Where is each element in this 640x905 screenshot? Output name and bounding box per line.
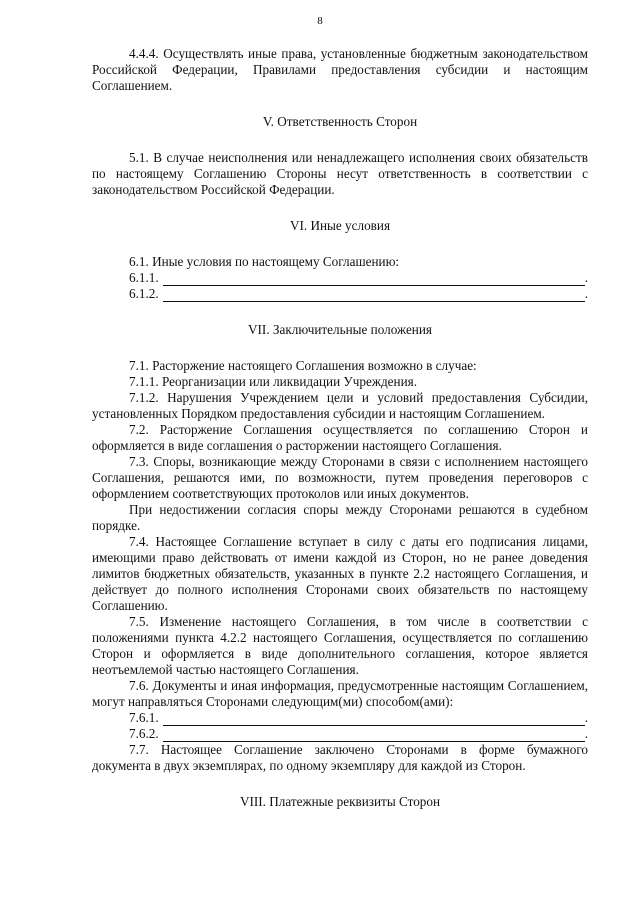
- paragraph-6-1: 6.1. Иные условия по настоящему Соглашению:: [129, 254, 400, 269]
- line-end: .: [584, 726, 588, 741]
- blank-line: [163, 289, 585, 302]
- paragraph-4-4-4: 4.4.4. Осуществлять иные права, установленные бюджетным законодательством Российской Федерации, Правилами предоставления субсидии и настоящим Соглашением.: [92, 46, 588, 93]
- section-heading-viii: VIII. Платежные реквизиты Сторон: [239, 794, 441, 809]
- page-number: 8: [317, 15, 323, 27]
- paragraph-7-1: 7.1. Расторжение настоящего Соглашения возможно в случае:: [129, 358, 477, 373]
- paragraph-7-4: 7.4. Настоящее Соглашение вступает в силу с даты его подписания лицами, имеющими право действовать от имени каждой из Сторон, но не ранее доведения лимитов бюджетных обязательств, указанных в пункте 2.2 настоящего Соглашения, и действует до полного исполнения Сторонами своих обязательств по настоящему Соглашению.: [92, 534, 588, 613]
- line-end: .: [584, 270, 588, 285]
- section-heading-vii: VII. Заключительные положения: [248, 322, 432, 337]
- fill-line-6-1-2: [92, 286, 588, 302]
- fill-line-6-1-1: [92, 270, 588, 286]
- blank-line: [163, 713, 585, 726]
- paragraph-7-7: 7.7. Настоящее Соглашение заключено Сторонами в форме бумажного документа в двух экземплярах, по одному экземпляру для каждой из Сторон.: [92, 742, 588, 773]
- paragraph-7-1-1: 7.1.1. Реорганизации или ликвидации Учреждения.: [129, 374, 417, 389]
- paragraph-7-3: 7.3. Споры, возникающие между Сторонами в связи с исполнением настоящего Соглашения, решаются ими, по возможности, путем проведения переговоров с оформлением соответствующих протоколов или иных документов.: [92, 454, 588, 501]
- clause-number-7-6-2: 7.6.2.: [129, 726, 159, 741]
- clause-number-7-6-1: 7.6.1.: [129, 710, 159, 725]
- blank-line: [163, 273, 585, 286]
- paragraph-7-6: 7.6. Документы и иная информация, предусмотренные настоящим Соглашением, могут направляться Сторонами следующим(ми) способом(ами):: [92, 678, 588, 709]
- fill-line-7-6-2: [92, 726, 588, 742]
- paragraph-7-2: 7.2. Расторжение Соглашения осуществляется по соглашению Сторон и оформляется в виде соглашения о расторжении настоящего Соглашения.: [92, 422, 588, 453]
- clause-number-6-1-1: 6.1.1.: [129, 270, 159, 285]
- paragraph-7-3-cont: При недостижении согласия споры между Сторонами решаются в судебном порядке.: [92, 502, 588, 533]
- paragraph-7-1-2: 7.1.2. Нарушения Учреждением цели и условий предоставления Субсидии, установленных Порядком предоставления субсидии и настоящим Соглашением.: [92, 390, 588, 421]
- paragraph-7-5: 7.5. Изменение настоящего Соглашения, в том числе в соответствии с положениями пункта 4.2.2 настоящего Соглашения, осуществляется по соглашению Сторон и оформляется в виде дополнительного соглашения, которое является неотъемлемой частью настоящего Соглашения.: [92, 614, 588, 677]
- section-heading-vi: VI. Иные условия: [289, 218, 391, 233]
- paragraph-5-1: 5.1. В случае неисполнения или ненадлежащего исполнения своих обязательств по настоящему Соглашению Стороны несут ответственность в соответствии с законодательством Российской Федерации.: [92, 150, 588, 197]
- line-end: .: [584, 286, 588, 301]
- fill-line-7-6-1: [92, 710, 588, 726]
- clause-number-6-1-2: 6.1.2.: [129, 286, 159, 301]
- section-heading-v: V. Ответственность Сторон: [262, 114, 418, 129]
- line-end: .: [584, 710, 588, 725]
- blank-line: [163, 729, 585, 742]
- document-body: [92, 46, 588, 810]
